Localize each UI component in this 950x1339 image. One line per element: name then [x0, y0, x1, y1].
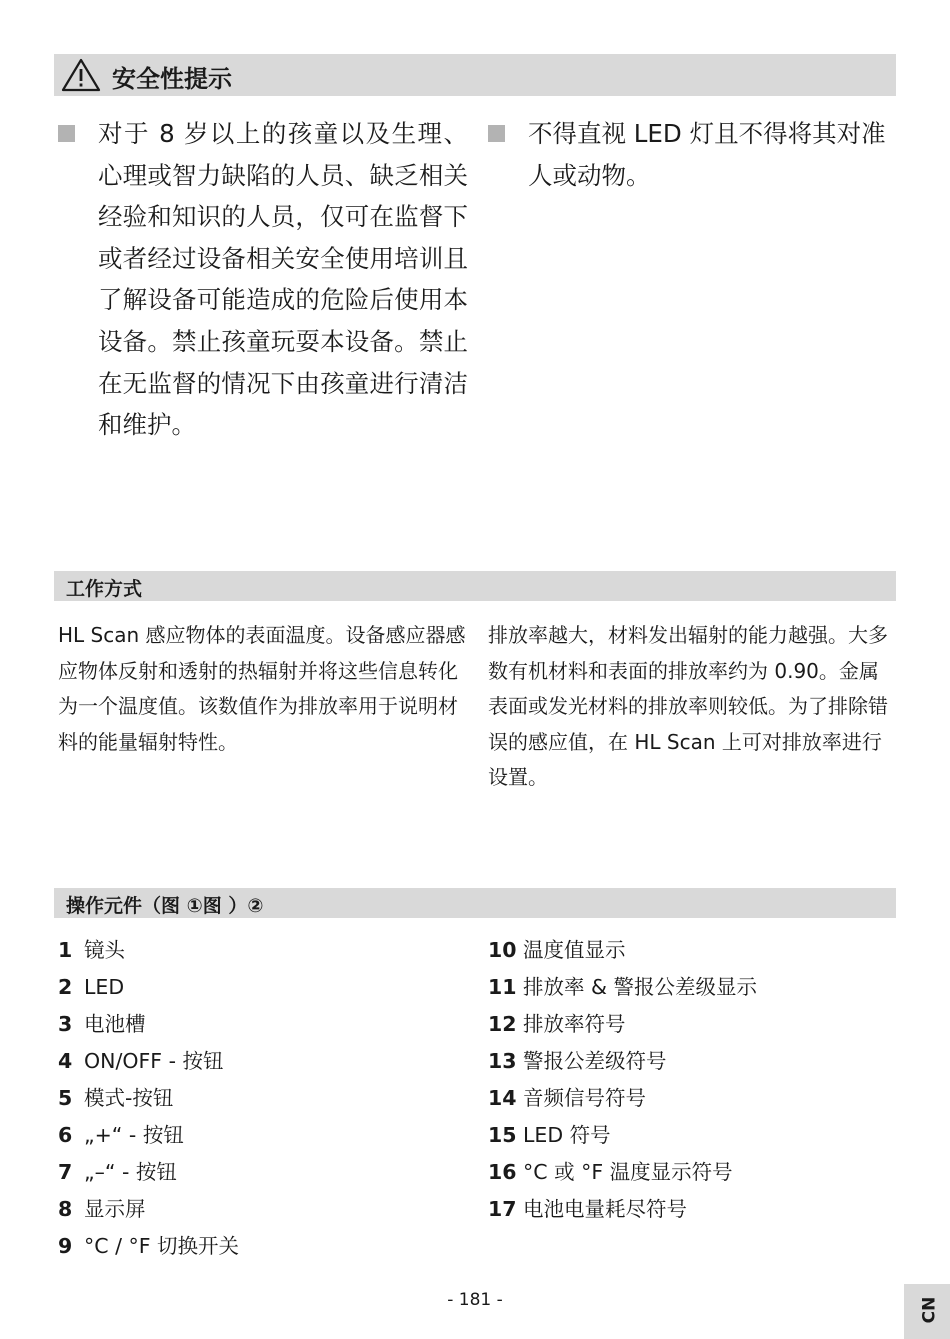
item-label: 警报公差级符号 [523, 1049, 667, 1073]
item-number: 1 [58, 938, 73, 962]
item-label: 显示屏 [84, 1197, 146, 1221]
controls-title: 操作元件（图 ①图 ）② [66, 895, 264, 917]
item-label: °C / °F 切换开关 [84, 1234, 240, 1258]
safety-bullet-text: 不得直视 LED 灯且不得将其对准人或动物。 [528, 119, 886, 190]
item-label: 温度值显示 [523, 938, 626, 962]
controls-list-right [488, 932, 757, 1228]
list-item [488, 1080, 757, 1117]
list-item [488, 1043, 757, 1080]
item-number: 4 [58, 1049, 73, 1073]
item-number: 3 [58, 1012, 73, 1036]
item-label: „+“ - 按钮 [84, 1123, 184, 1147]
item-label: 电池槽 [84, 1012, 146, 1036]
list-item [58, 1117, 239, 1154]
working-title: 工作方式 [66, 578, 143, 600]
item-number: 10 [488, 938, 517, 962]
item-label: LED 符号 [523, 1123, 611, 1147]
item-label: 音频信号符号 [523, 1086, 646, 1110]
warning-triangle-icon [60, 57, 102, 93]
item-number: 12 [488, 1012, 517, 1036]
list-item [488, 1154, 757, 1191]
safety-heading-band [54, 54, 896, 96]
item-label: LED [84, 975, 125, 999]
item-number: 2 [58, 975, 73, 999]
item-label: 模式-按钮 [84, 1086, 174, 1110]
working-paragraph-right: 排放率越大，材料发出辐射的能力越强。大多数有机材料和表面的排放率约为 0.90。金属表面或发光材料的排放率则较低。为了排除错误的感应值，在 HL Scan 上可对排放率进行设置。 [488, 623, 888, 789]
list-item [488, 1191, 757, 1228]
item-label: „–“ - 按钮 [84, 1160, 177, 1184]
list-item [58, 1080, 239, 1117]
list-item [58, 1191, 239, 1228]
language-tab [904, 1284, 950, 1339]
item-label: ON/OFF - 按钮 [84, 1049, 224, 1073]
working-paragraph-left: HL Scan 感应物体的表面温度。设备感应器感应物体反射和透射的热辐射并将这些信息转化为一个温度值。该数值作为排放率用于说明材料的能量辐射特性。 [58, 623, 466, 754]
safety-bullet-text: 对于 8 岁以上的孩童以及生理、心理或智力缺陷的人员、缺乏相关经验和知识的人员，仅可在监督下或者经过设备相关安全使用培训且了解设备可能造成的危险后使用本设备。禁止孩童玩耍本设备。禁止在无监督的情况下由孩童进行清洁和维护。 [98, 119, 468, 440]
page-number: - 181 - [447, 1290, 503, 1310]
list-item [58, 1006, 239, 1043]
safety-title: 安全性提示 [112, 65, 232, 93]
item-number: 11 [488, 975, 517, 999]
working-heading-band [54, 571, 896, 601]
list-item [488, 1117, 757, 1154]
list-item [58, 1154, 239, 1191]
item-number: 17 [488, 1197, 517, 1221]
item-number: 14 [488, 1086, 517, 1110]
item-number: 8 [58, 1197, 73, 1221]
bullet-square-icon [58, 125, 75, 142]
list-item [58, 932, 239, 969]
item-label: 排放率符号 [523, 1012, 626, 1036]
list-item [488, 969, 757, 1006]
list-item [58, 969, 239, 1006]
item-number: 15 [488, 1123, 517, 1147]
item-label: °C 或 °F 温度显示符号 [523, 1160, 733, 1184]
item-label: 电池电量耗尽符号 [523, 1197, 687, 1221]
item-number: 9 [58, 1234, 73, 1258]
list-item [58, 1043, 239, 1080]
list-item [488, 932, 757, 969]
item-number: 5 [58, 1086, 73, 1110]
language-tab-label: CN [919, 1296, 940, 1324]
item-label: 排放率 & 警报公差级显示 [523, 975, 758, 999]
list-item [58, 1228, 239, 1265]
item-number: 7 [58, 1160, 73, 1184]
item-number: 6 [58, 1123, 73, 1147]
controls-heading-band [54, 888, 896, 918]
item-label: 镜头 [84, 938, 125, 962]
controls-list-left [58, 932, 239, 1265]
item-number: 13 [488, 1049, 517, 1073]
list-item [488, 1006, 757, 1043]
item-number: 16 [488, 1160, 517, 1184]
bullet-square-icon [488, 125, 505, 142]
